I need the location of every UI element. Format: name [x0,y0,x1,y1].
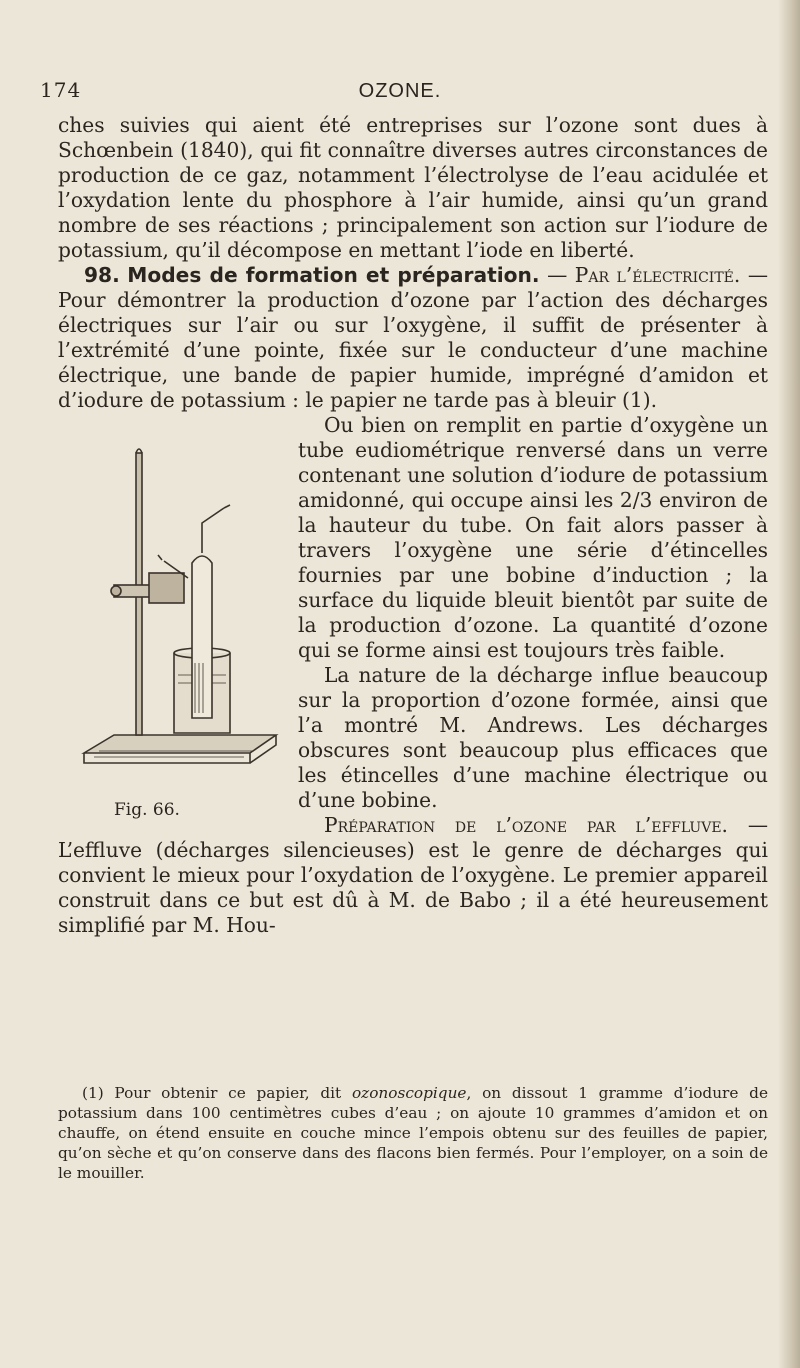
section-title: Modes de formation et préparation. [127,263,540,287]
page-number: 174 [40,78,82,102]
section-subtitle: — Par l’électricité. [547,263,741,287]
section-heading-98 [58,263,768,413]
body-text [58,113,768,938]
paragraph-schoenbein: ches suivies qui aient été entreprises sur l’ozone sont dues à Schœnbein (1840), qui fit connaître diverses autres circonstances de production de ce gaz, notamment l’électrolyse de l’eau acidulée et l’oxydation lente du phosphore à l’air humide, ainsi qu’un grand nombre de ses réactions ; principalement son action sur l’iodure de potassium, qu’il décompose en mettant l’iode en liberté. [58,113,768,262]
paragraph-eudiometer: Ou bien on remplit en partie d’oxygène un tube eudiométrique renversé dans un verre contenant une solution d’iodure de potassium amidonné, qui occupe ainsi les 2/3 environ de la hauteur du tube. On fait alors passer à travers l’oxygène une série d’étincelles fournies par une bobine d’induction ; la surface du liquide bleuit bientôt par suite de la production d’ozone. La quantité d’ozone qui se forme ainsi est toujours très faible. [298,413,768,662]
footnote-text: , on dissout 1 gramme d’iodure de potassium dans 100 centimètres cubes d’eau ; on ajoute 10 grammes d’amidon et on chauffe, on étend ensuite en couche mince l’empois obtenu sur des feuilles de papier, qu’on sèche et qu’on conserve dans des flacons bien fermés. Pour l’employer, on a soin de le mouiller. [58,1084,768,1182]
section-number: 98. [84,263,120,287]
figure-66 [54,413,282,833]
footnote-lead: (1) Pour obtenir ce papier, dit [82,1084,342,1102]
page-header [40,78,760,108]
paragraph-discharge-nature: La nature de la décharge influe beaucoup sur la proportion d’ozone formée, ainsi que l’a montré M. Andrews. Les décharges obscures sont beaucoup plus efficaces que les étincelles d’une machine électrique ou d’une bobine. [298,663,768,812]
paragraph-effluve-heading: Préparation de l’ozone par l’effluve. [324,813,728,837]
paragraph-effluve-text: — L’effluve (décharges silencieuses) est le genre de décharges qui convient le mieux pour l’oxydation de l’oxygène. Le premier appareil construit dans ce but est dû à M. de Babo ; il a été heureusement simplifié par M. Hou- [58,813,768,937]
footnotes [58,1083,768,1183]
footnote-source: ozonoscopique [351,1084,467,1102]
eudiometer-apparatus-illustration [54,413,282,793]
page-edge-shadow [778,0,800,1368]
running-title: OZONE. [358,80,442,102]
footnote-1 [58,1083,768,1183]
paragraph-demonstration: — Pour démontrer la production d’ozone par l’action des décharges électriques sur l’air ou sur l’oxygène, il suffit de présenter à l’extrémité d’une pointe, fixée sur le conducteur d’une machine électrique, une bande de papier humide, imprégné d’amidon et d’iodure de potassium : le papier ne tarde pas à bleuir (1). [58,263,768,412]
figure-caption: Fig. 66. [114,800,180,820]
